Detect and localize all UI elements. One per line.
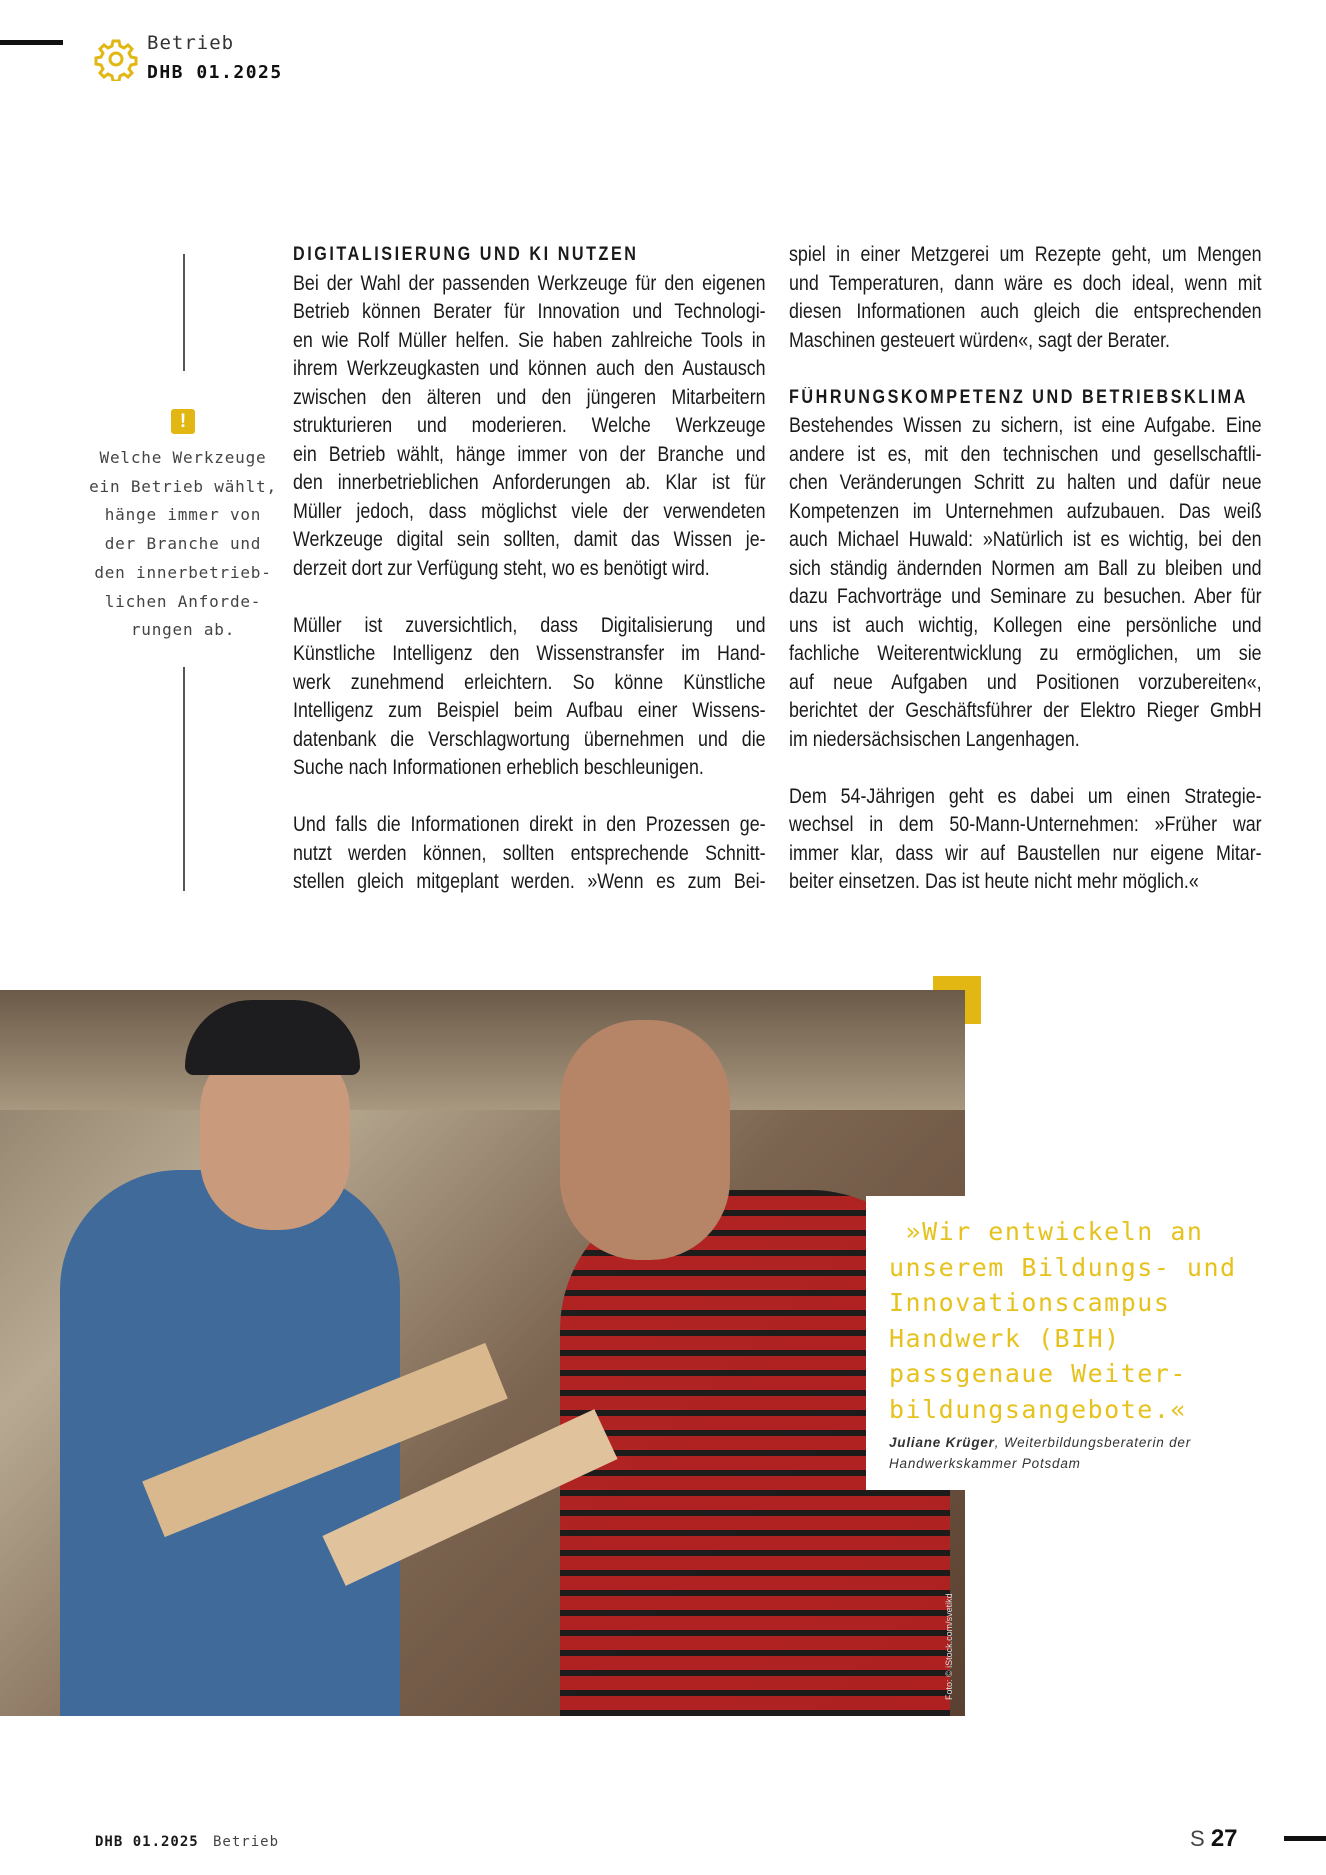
text-line: ein Betrieb wählt, hänge immer von der Branche und [293,442,766,466]
gear-icon [94,37,138,81]
text-line: Maschinen gesteuert würden«, sagt der Berater. [789,328,1171,352]
sidebar-callout [88,444,278,645]
text-line: berichtet der Geschäftsführer der Elektro Rieger GmbH [789,699,1262,722]
sidebar-line: lichen Anforde- [104,591,262,611]
footer-issue: DHB 01.2025 [95,1834,199,1850]
text-line: auf neue Aufgaben und Positionen vorzubereiten«, [789,670,1262,694]
photo-workshop [0,990,965,1716]
photo-credit: Foto: © iStock.com/svetikd [944,1593,954,1700]
sidebar-line: rungen ab. [130,620,236,640]
text-line: andere ist es, mit den technischen und gesellschaftli- [789,442,1262,466]
text-line: Werkzeuge digital sein sollten, damit das Wissen je- [293,528,766,551]
sidebar-line: Welche Werkzeuge [99,448,267,467]
text-line [293,783,766,812]
text-line: datenbank die Verschlagwortung übernehmen und die [293,727,766,751]
text-line: derzeit dort zur Verfügung steht, wo es benötigt wird. [293,556,710,580]
text-line: nutzt werden können, sollten entsprechende Schnitt- [293,841,766,865]
text-line: Müller jedoch, dass möglichst viele der verwendeten [293,499,766,523]
exclamation-icon: ! [171,409,195,434]
text-line: auch Michael Huwald: »Natürlich ist es wichtig, bei den [789,528,1262,551]
text-line: en wie Rolf Müller helfen. Sie haben zahlreiche Tools in [293,328,766,352]
text-line: Künstliche Intelligenz den Wissenstransfer im Hand- [293,642,766,665]
text-line: sich ständig ändernden Normen am Ball zu bleiben und [789,556,1262,580]
sidebar-line: der Branche und [104,534,262,554]
text-line: diesen Informationen auch gleich die entsprechenden [789,300,1262,323]
sidebar-line: den innerbetrieb- [94,562,272,582]
section-heading: DIGITALISIERUNG UND KI NUTZEN [293,244,639,265]
quote-role: , Weiterbildungsberaterin der Handwerkskammer Potsdam [889,1435,1192,1471]
text-line: Dem 54-Jährigen geht es dabei um einen Strategie- [789,784,1262,808]
text-line: Und falls die Informationen direkt in den Prozessen ge- [293,813,766,836]
text-line: zwischen den älteren und den jüngeren Mitarbeitern [293,385,766,409]
text-line: immer klar, dass wir auf Baustellen nur eigene Mitar- [789,841,1262,865]
text-line: dazu Fachvorträge und Seminare zu besuchen. Aber für [789,585,1262,608]
text-line: beiter einsetzen. Das ist heute nicht mehr möglich.« [789,870,1199,893]
header-section: Betrieb [147,32,235,54]
text-line: spiel in einer Metzgerei um Rezepte geht, um Mengen [789,243,1262,266]
text-line: Kompetenzen im Unternehmen aufzubauen. Das weiß [789,499,1262,523]
text-line: Suche nach Informationen erheblich beschleunigen. [293,756,704,779]
sidebar-line: hänge immer von [104,505,262,525]
text-line [293,583,766,612]
text-line: strukturieren und moderieren. Welche Werkzeuge [293,414,766,437]
page-number [1190,1825,1238,1853]
text-line: Bestehendes Wissen zu sichern, ist eine Aufgabe. Eine [789,414,1262,437]
article-column-2 [789,241,1262,897]
text-line: uns ist auch wichtig, Kollegen eine persönliche und [789,613,1262,637]
sidebar-divider-bottom [183,667,185,891]
sidebar-divider-top [183,254,185,371]
article-column-1 [293,241,766,897]
page-value: 27 [1210,1825,1238,1852]
text-line: stellen gleich mitgeplant werden. »Wenn es zum Bei- [293,870,766,893]
section-heading: FÜHRUNGSKOMPETENZ UND BETRIEBSKLIMA [789,386,1248,408]
pull-quote-text: »Wir entwickeln an unserem Bildungs- und Innovationscampus Handwerk (BIH) passgenaue Weiter- bildungsangebote.« [889,1217,1237,1424]
text-line [789,754,1262,783]
text-line: im niedersächsischen Langenhagen. [789,727,1080,751]
sidebar-line: ein Betrieb wählt, [89,476,277,496]
text-line: chen Veränderungen Schritt zu halten und dafür neue [789,471,1262,494]
text-line: ihrem Werkzeugkasten und können auch den Austausch [293,357,766,380]
header-rule [0,40,63,45]
quote-author: Juliane Krüger [889,1435,995,1450]
text-line: wechsel in dem 50-Mann-Unternehmen: »Früher war [789,813,1262,836]
text-line: den innerbetrieblichen Anforderungen ab. Klar ist für [293,471,766,494]
text-line: und Temperaturen, dann wäre es doch ideal, wenn mit [789,271,1262,295]
footer-section: Betrieb [213,1834,280,1850]
header-issue: DHB 01.2025 [147,62,283,83]
footer-rule [1284,1836,1326,1841]
page-prefix: S [1190,1826,1205,1851]
text-line: Betrieb können Berater für Innovation und Technologi- [293,300,766,323]
text-line: Müller ist zuversichtlich, dass Digitalisierung und [293,613,766,637]
text-line: Intelligenz zum Beispiel beim Aufbau einer Wissens- [293,699,766,722]
pull-quote-attribution [889,1432,1249,1474]
text-line: werk zunehmend erleichtern. So könne Künstliche [293,670,766,694]
text-line: fachliche Weiterentwicklung zu ermöglichen, um sie [789,642,1262,665]
text-line [789,355,1262,384]
text-line: Bei der Wahl der passenden Werkzeuge für den eigenen [293,271,766,295]
